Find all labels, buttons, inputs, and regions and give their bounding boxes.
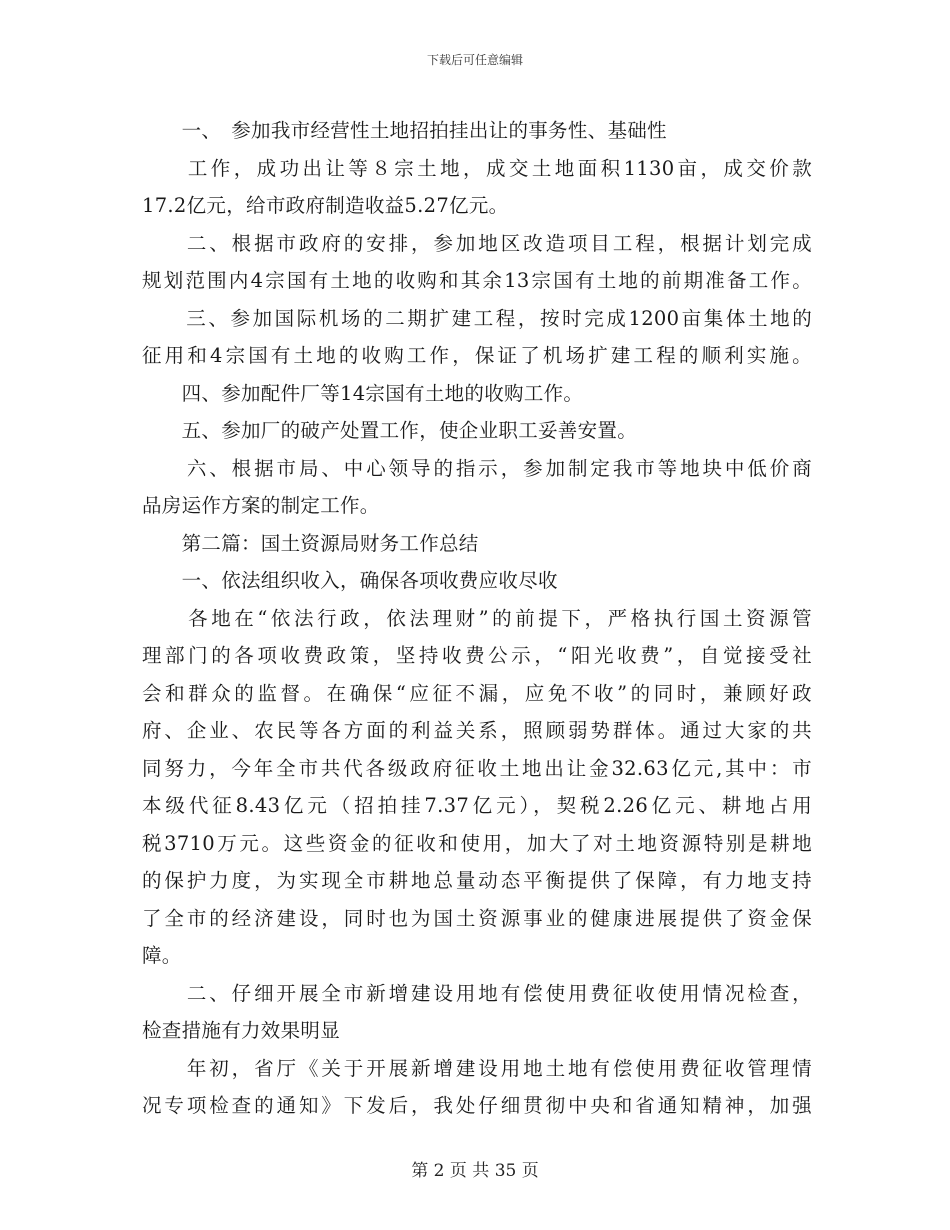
- text-line: 三、参加国际机场的二期扩建工程，按时完成1200亩集体土地的: [142, 306, 812, 330]
- document-body: [142, 112, 812, 1125]
- text-line: 同努力，今年全市共代各级政府征收土地出让金32.63亿元,其中：市: [142, 756, 812, 780]
- page-header: 下载后可任意编辑: [426, 53, 523, 67]
- text-line: 品房运作方案的制定工作。: [142, 494, 380, 517]
- text-line: 况专项检查的通知》下发后，我处仔细贯彻中央和省通知精神，加强: [142, 1094, 812, 1117]
- text-line: 府、企业、农民等各方面的利益关系，照顾弱势群体。通过大家的共: [142, 719, 812, 742]
- text-line: 六、根据市局、中心领导的指示，参加制定我市等地块中低价商: [142, 456, 812, 480]
- text-line: 检查措施有力效果明显: [142, 1019, 341, 1042]
- text-line: 年初，省厅《关于开展新增建设用地土地有偿使用费征收管理情: [142, 1056, 812, 1080]
- text-line: 会和群众的监督。在确保“应征不漏，应免不收”的同时，兼顾好政: [142, 681, 812, 705]
- text-line: 一、 参加我市经营性土地招拍挂出让的事务性、基础性: [142, 119, 667, 142]
- text-line: 二、仔细开展全市新增建设用地有偿使用费征收使用情况检查，: [142, 981, 812, 1005]
- text-line: 规划范围内4宗国有土地的收购和其余13宗国有土地的前期准备工作。: [142, 269, 812, 292]
- text-line: 税3710万元。这些资金的征收和使用，加大了对土地资源特别是耕地: [142, 831, 812, 855]
- text-line: 的保护力度，为实现全市耕地总量动态平衡提供了保障，有力地支持: [142, 869, 812, 892]
- text-line: 二、根据市政府的安排，参加地区改造项目工程，根据计划完成: [142, 231, 812, 255]
- text-line: 一、依法组织收入，确保各项收费应收尽收: [142, 569, 558, 592]
- text-line: 工作，成功出让等８宗土地，成交土地面积1130亩，成交价款: [142, 156, 812, 180]
- text-line: 各地在“依法行政，依法理财”的前提下，严格执行国土资源管: [142, 606, 812, 630]
- text-line: 五、参加厂的破产处置工作，使企业职工妥善安置。: [142, 419, 638, 442]
- text-line: 了全市的经济建设，同时也为国土资源事业的健康进展提供了资金保: [142, 906, 812, 930]
- text-line: 征用和4宗国有土地的收购工作，保证了机场扩建工程的顺利实施。: [142, 344, 812, 367]
- page-footer: 第 2 页 共 35 页: [411, 1161, 539, 1181]
- text-line: 17.2亿元，给市政府制造收益5.27亿元。: [142, 194, 509, 217]
- section-heading: 第二篇：国土资源局财务工作总结: [142, 531, 479, 555]
- text-line: 本级代征8.43亿元（招拍挂7.37亿元），契税2.26亿元、耕地占用: [142, 794, 812, 817]
- text-line: 理部门的各项收费政策，坚持收费公示，“阳光收费”，自觉接受社: [142, 644, 812, 667]
- text-line: 障。: [142, 944, 182, 967]
- text-line: 四、参加配件厂等14宗国有土地的收购工作。: [142, 381, 584, 405]
